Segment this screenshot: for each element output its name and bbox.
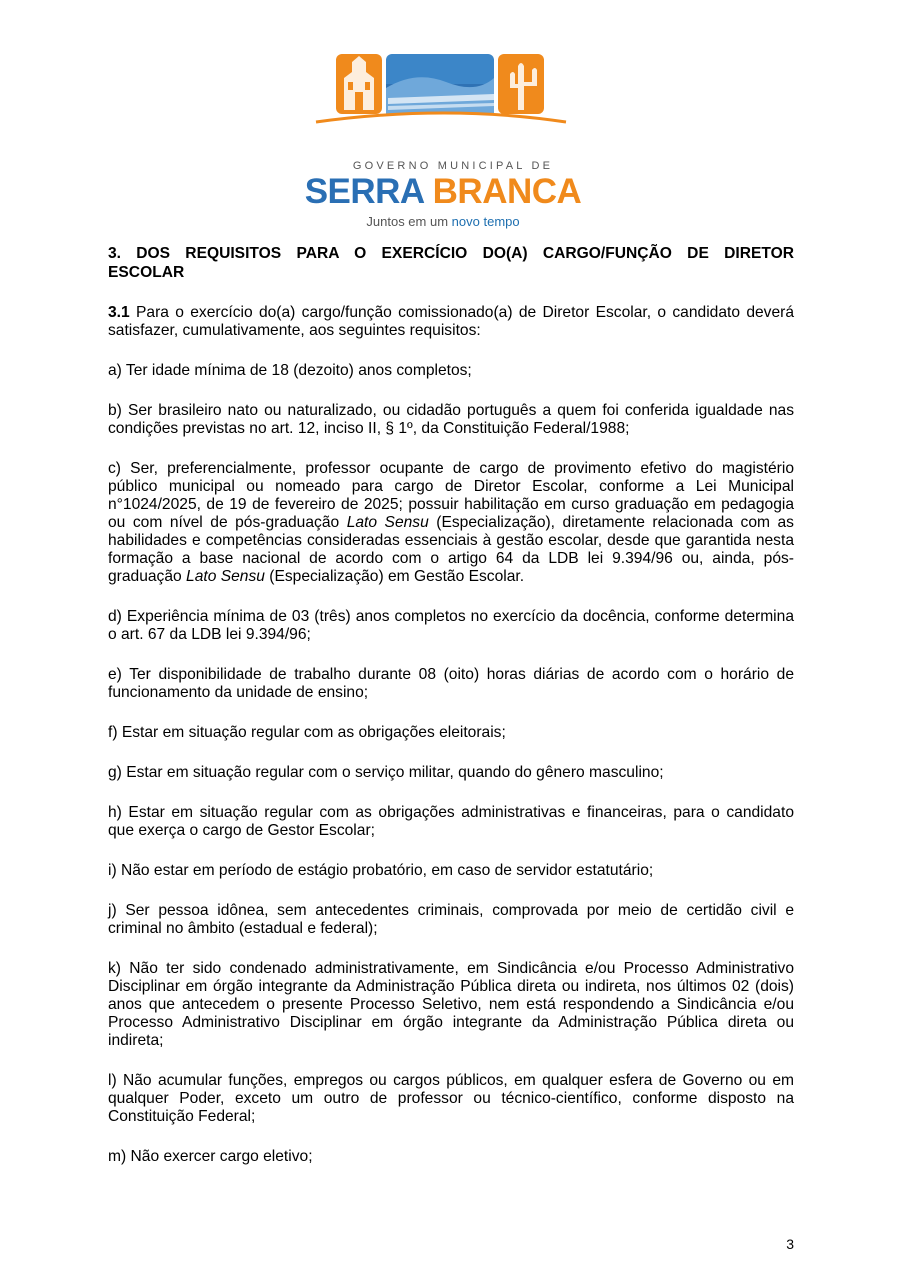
page-number: 3 bbox=[786, 1236, 794, 1252]
requirement-e: e) Ter disponibilidade de trabalho durante 08 (oito) horas diárias de acordo com o horário de funcionamento da unidade de ensino; bbox=[108, 666, 794, 701]
requirement-j: j) Ser pessoa idônea, sem antecedentes criminais, comprovada por meio de certidão civil e criminal no âmbito (estadual e federal); bbox=[108, 902, 794, 937]
section-heading-line-1: 3. DOS REQUISITOS PARA O EXERCÍCIO DO(A) CARGO/FUNÇÃO DE DIRETOR bbox=[108, 245, 794, 262]
requirement-c bbox=[108, 460, 794, 586]
paragraph-number: 3.1 bbox=[108, 304, 130, 321]
requirement-c-part-3: (Especialização) em Gestão Escolar. bbox=[264, 568, 525, 585]
slogan-part-2: novo tempo bbox=[451, 214, 520, 229]
paragraph-3-1 bbox=[108, 304, 794, 340]
requirement-c-part-1: c) Ser, preferencialmente, professor ocupante de cargo de provimento efetivo do magistério público municipal ou nomeado para cargo de Diretor Escolar, conforme a Lei Municipal n°1024/2025, de 19 de fevereiro de 2025; possuir habilitação em curso graduação em pedagogia ou com nível de pós-graduação bbox=[108, 460, 794, 531]
requirement-h: h) Estar em situação regular com as obrigações administrativas e financeiras, para o candidato que exerça o cargo de Gestor Escolar; bbox=[108, 804, 794, 839]
section-heading bbox=[108, 244, 794, 282]
logo-word-branca: BRANCA bbox=[432, 172, 582, 211]
document-content bbox=[108, 244, 794, 1188]
slogan-part-1: Juntos em um bbox=[366, 214, 449, 229]
municipal-logo bbox=[296, 48, 586, 229]
requirement-f: f) Estar em situação regular com as obrigações eleitorais; bbox=[108, 724, 506, 741]
logo-wordmark bbox=[298, 172, 588, 212]
requirement-l: l) Não acumular funções, empregos ou cargos públicos, em qualquer esfera de Governo ou em qualquer Poder, exceto um outro de professor ou técnico-científico, conforme disposto na Constituição Federal; bbox=[108, 1072, 794, 1125]
requirement-m: m) Não exercer cargo eletivo; bbox=[108, 1148, 313, 1165]
requirement-c-italic-1: Lato Sensu bbox=[346, 514, 429, 531]
requirement-k: k) Não ter sido condenado administrativamente, em Sindicância e/ou Processo Administrativo Disciplinar em órgão integrante da Administração Pública direta ou indireta, nos últimos 02 (dois) anos que antecedem o presente Processo Seletivo, nem está respondendo a Sindicância e/ou Processo Administrativo Disciplinar em órgão integrante da Administração Pública direta ou indireta; bbox=[108, 960, 794, 1049]
logo-emblem-icon bbox=[296, 48, 586, 160]
paragraph-3-1-text: Para o exercício do(a) cargo/função comissionado(a) de Diretor Escolar, o candidato deverá satisfazer, cumulativamente, aos seguintes requisitos: bbox=[108, 304, 794, 339]
requirement-d: d) Experiência mínima de 03 (três) anos completos no exercício da docência, conforme determina o art. 67 da LDB lei 9.394/96; bbox=[108, 608, 794, 643]
requirement-i: i) Não estar em período de estágio probatório, em caso de servidor estatutário; bbox=[108, 862, 654, 879]
requirement-g: g) Estar em situação regular com o serviço militar, quando do gênero masculino; bbox=[108, 764, 664, 781]
section-heading-line-2: ESCOLAR bbox=[108, 264, 185, 281]
logo-word-serra: SERRA bbox=[304, 172, 424, 211]
requirement-a: a) Ter idade mínima de 18 (dezoito) anos completos; bbox=[108, 362, 472, 379]
requirement-c-italic-2: Lato Sensu bbox=[186, 568, 265, 585]
requirement-b: b) Ser brasileiro nato ou naturalizado, ou cidadão português a quem foi conferida igualdade nas condições previstas no art. 12, inciso II, § 1º, da Constituição Federal/1988; bbox=[108, 402, 794, 437]
requirement-c-part-2: (Especialização), diretamente relacionada com as habilidades e competências consideradas essenciais à gestão escolar, desde que garantida nesta formação a base nacional de acordo com o artigo 64 da LDB lei 9.394/96 ou, ainda, pós-graduação bbox=[108, 514, 794, 585]
logo-slogan bbox=[298, 214, 588, 229]
logo-subtitle: GOVERNO MUNICIPAL DE bbox=[352, 160, 554, 172]
